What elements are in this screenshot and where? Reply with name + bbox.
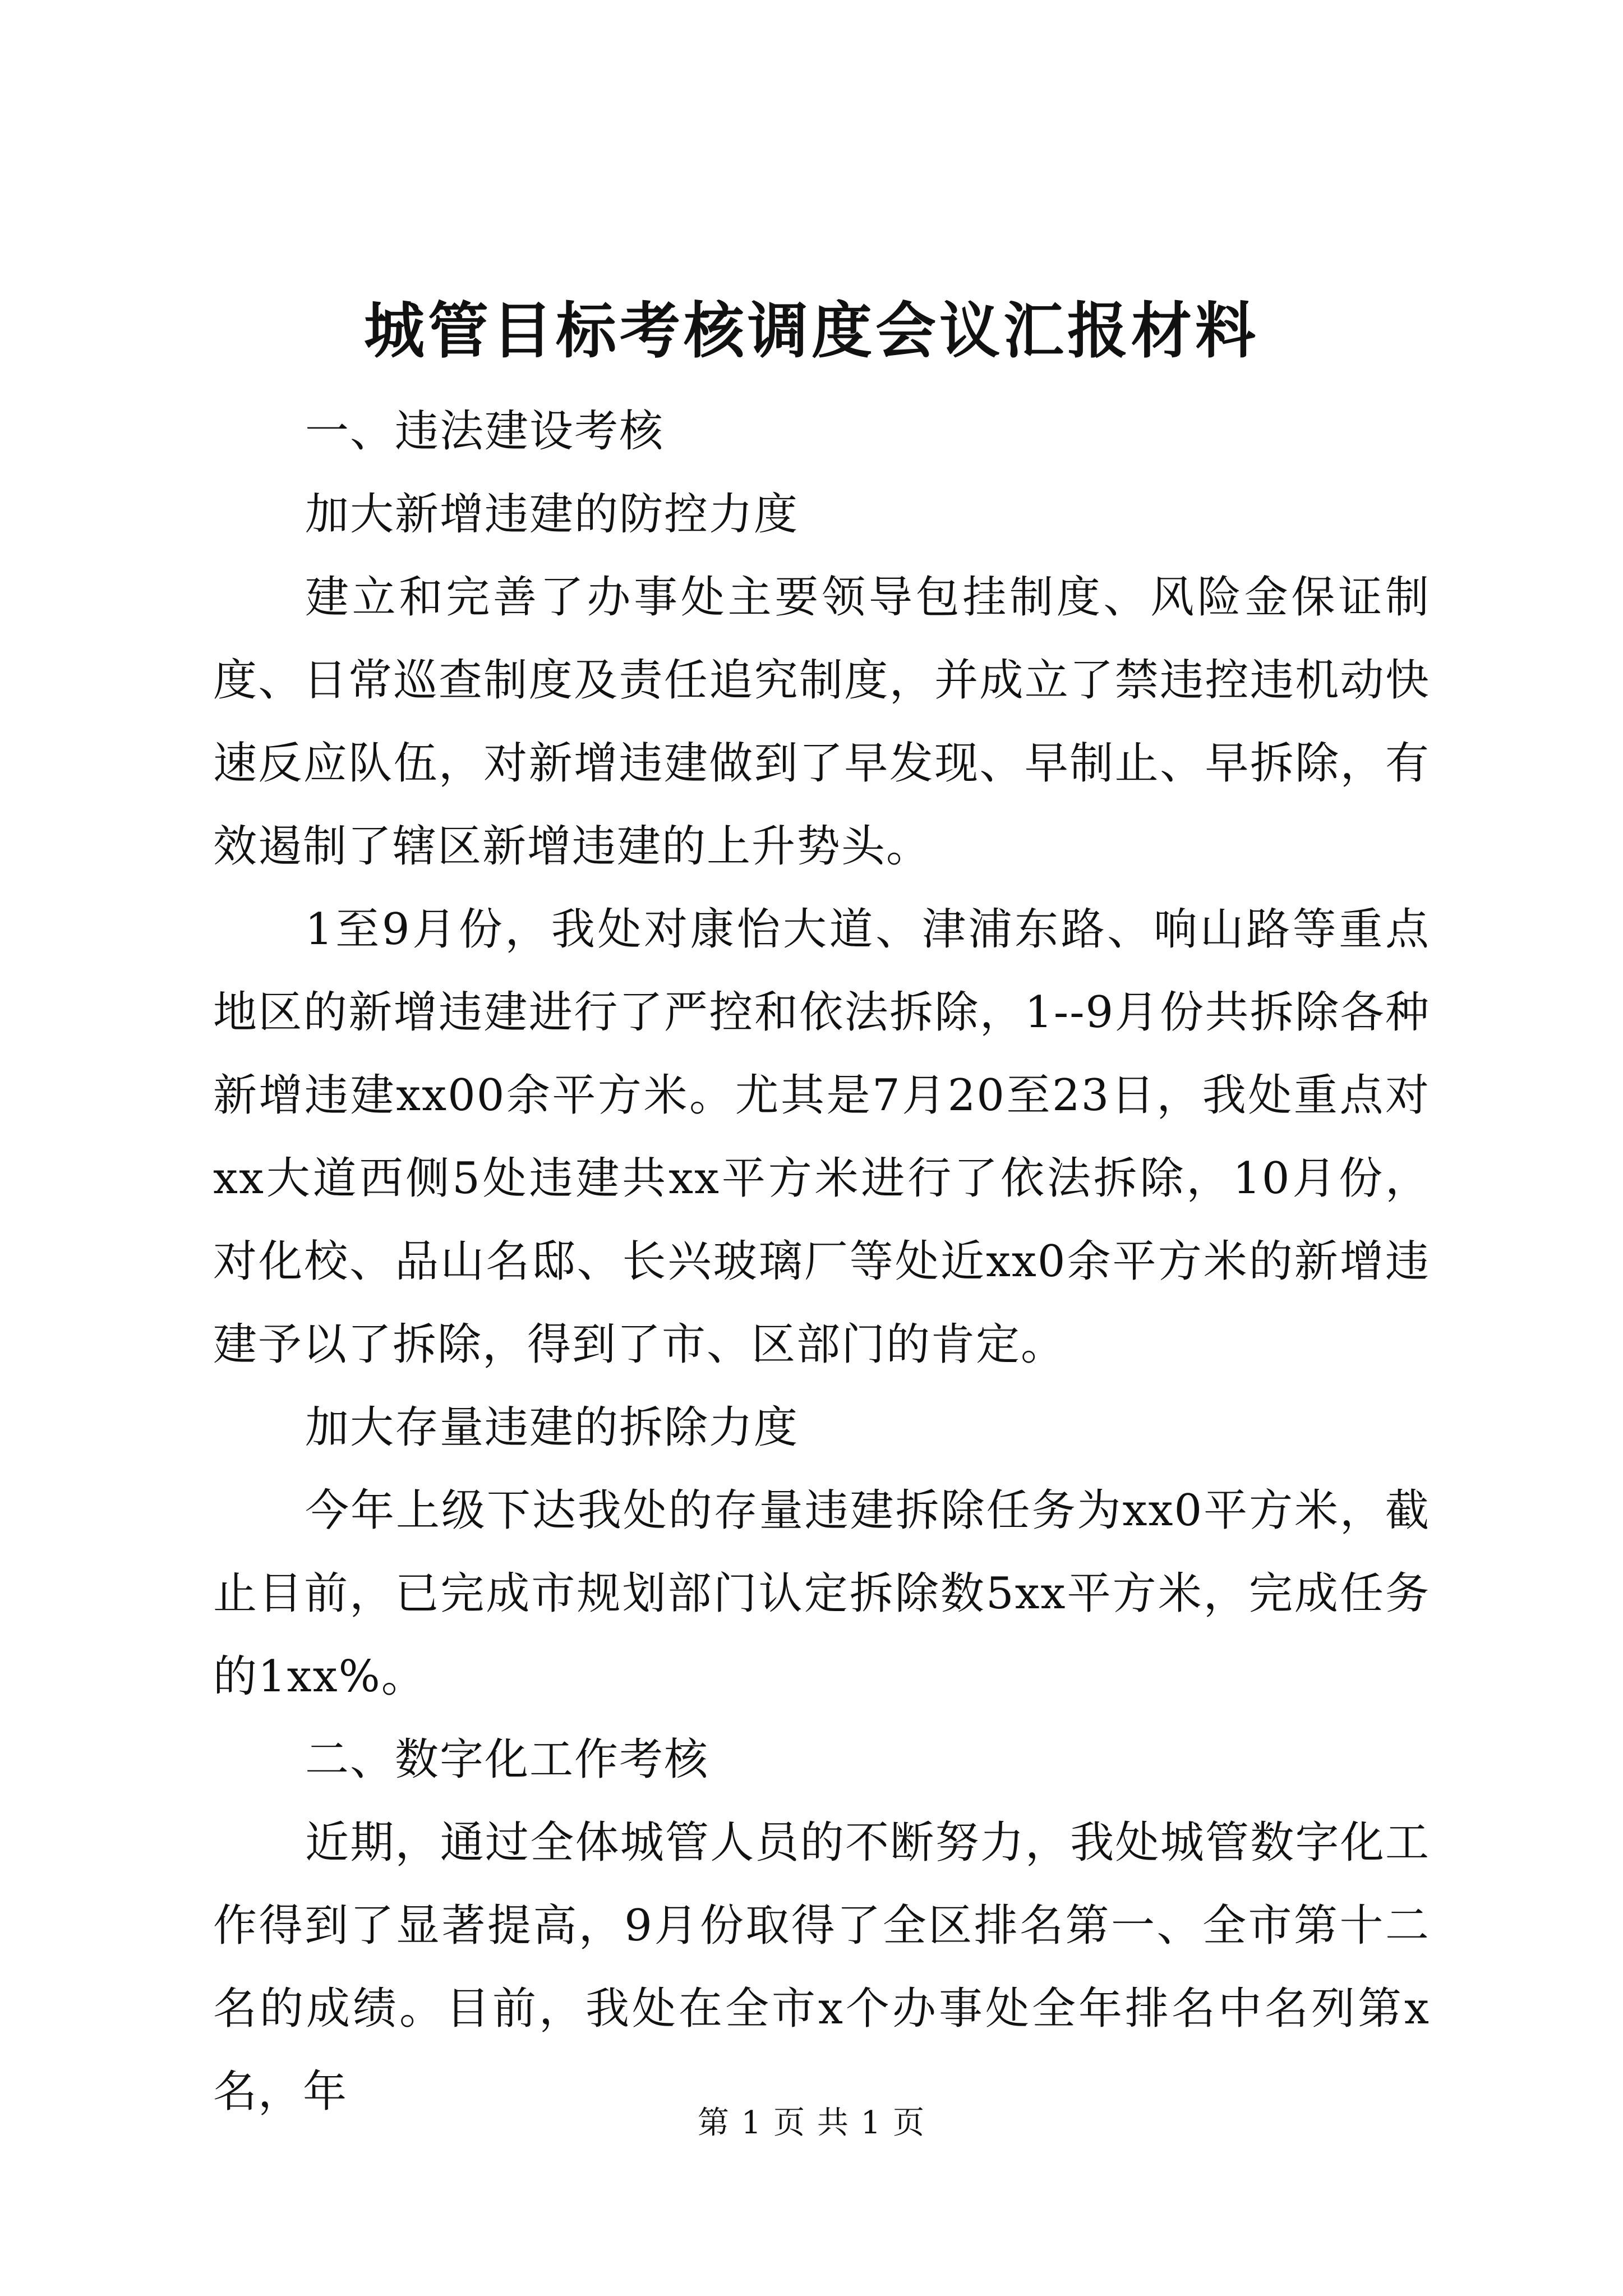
section-heading: 一、违法建设考核 — [305, 406, 665, 457]
body-paragraph: 1至9月份，我处对康怡大道、津浦东路、响山路等重点地区的新增违建进行了严控和依法拆除，1--9月份共拆除各种新增违建xx00余平方米。尤其是7月20至23日，我处重点对xx大道西侧5处违建共xx平方米进行了依法拆除，10月份，对化校、品山名邸、长兴玻璃厂等处近xx0余平方米的新增违建予以了拆除，得到了市、区部门的肯定。 — [213, 904, 1430, 1370]
subsection-heading: 加大存量违建的拆除力度 — [305, 1402, 799, 1453]
section-heading: 二、数字化工作考核 — [305, 1734, 709, 1785]
body-paragraph: 建立和完善了办事处主要领导包挂制度、风险金保证制度、日常巡查制度及责任追究制度，并成立了禁违控违机动快速反应队伍，对新增违建做到了早发现、早制止、早拆除，有效遏制了辖区新增违建的上升势头。 — [213, 572, 1430, 872]
body-paragraph: 今年上级下达我处的存量违建拆除任务为xx0平方米，截止目前，已完成市规划部门认定拆除数5xx平方米，完成任务的1xx%。 — [213, 1485, 1430, 1702]
page-title: 城管目标考核调度会议汇报材料 — [363, 296, 1259, 366]
subsection-heading: 加大新增违建的防控力度 — [305, 489, 799, 540]
document-body — [213, 390, 1430, 2133]
body-paragraph: 近期，通过全体城管人员的不断努力，我处城管数字化工作得到了显著提高，9月份取得了全区排名第一、全市第十二名的成绩。目前，我处在全市x个办事处全年排名中名列第x名，年 — [213, 1818, 1430, 2117]
page-footer: 第 1 页 共 1 页 — [697, 2105, 926, 2141]
